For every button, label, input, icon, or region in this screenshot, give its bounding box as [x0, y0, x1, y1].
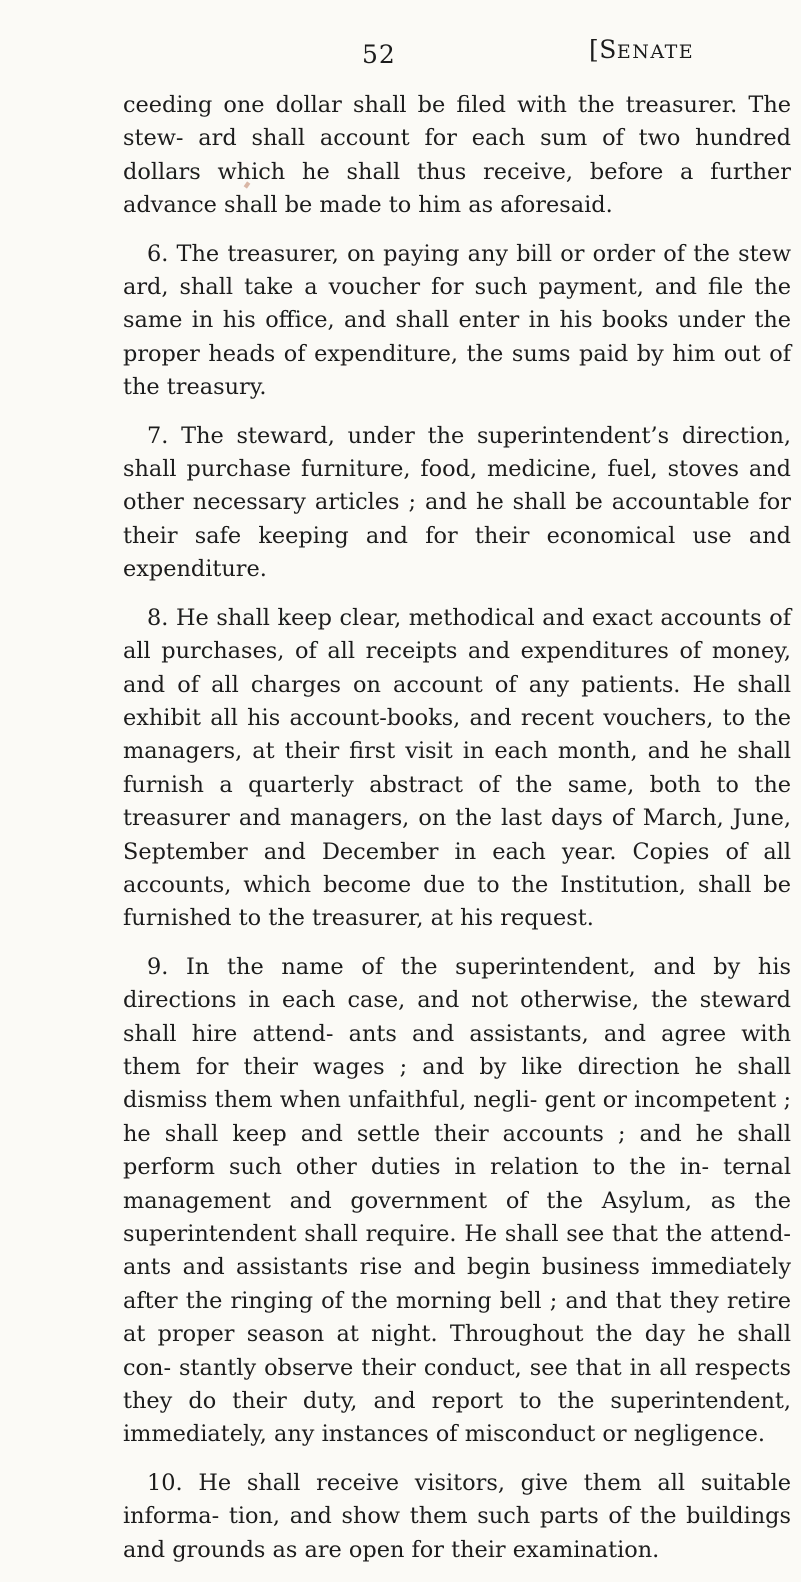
paragraph-continuation: ceeding one dollar shall be filed with the treasurer. The stew- ard shall account for each sum of two hundred dollars which he shall thus receive, before a further advance shall be made to him as aforesaid. — [123, 92, 791, 219]
running-head-bracket: [ — [589, 35, 600, 64]
paragraph-8: 8. He shall keep clear, methodical and exact accounts of all purchases, of all receipts and expenditures of money, and of all charges on account of any patients. He shall exhibit all his account-books, and recent vouchers, to the managers, at their first visit in each month, and he shall furnish a quarterly abstract of the same, both to the treasurer and managers, on the last days of March, June, September and December in each year. Copies of all accounts, which become due to the Institution, shall be furnished to the treasurer, at his request. — [123, 604, 791, 932]
running-head-rest: ENATE — [616, 41, 695, 63]
paragraph-10: 10. He shall receive visitors, give them all suitable informa- tion, and show them such parts of the buildings and grounds as are open for their examination. — [123, 1469, 791, 1563]
paragraph-6: 6. The treasurer, on paying any bill or order of the stew ard, shall take a voucher for such payment, and file the same in his office, and shall enter in his books under the proper heads of expenditure, the sums paid by him out of the treasury. — [123, 240, 791, 401]
paragraph-9: 9. In the name of the superintendent, and by his directions in each case, and not otherwise, the steward shall hire attend- ants and assistants, and agree with them for their wages ; and by like direction he shall dismiss them when unfaithful, negli- gent or incompetent ; he shall keep and settle their accounts ; and he shall perform such other duties in relation to the in- ternal management and government of the Asylum, as the superintendent shall require. He shall see that the attend- ants and assistants rise and begin business immediately after the ringing of the morning bell ; and that they retire at proper season at night. Throughout the day he shall con- stantly observe their conduct, see that in all respects they do their duty, and report to the superintendent, immediately, any instances of misconduct or negligence. — [123, 953, 791, 1448]
body-text — [123, 89, 791, 1582]
running-head-initial: S — [599, 35, 617, 64]
running-head — [589, 35, 694, 64]
page-number: 52 — [362, 40, 396, 69]
page-header — [0, 22, 801, 69]
paragraph-7: 7. The steward, under the superintendent’s direction, shall purchase furniture, food, medicine, fuel, stoves and other necessary articles ; and he shall be accountable for their safe keeping and for their economical use and expenditure. — [123, 422, 791, 583]
